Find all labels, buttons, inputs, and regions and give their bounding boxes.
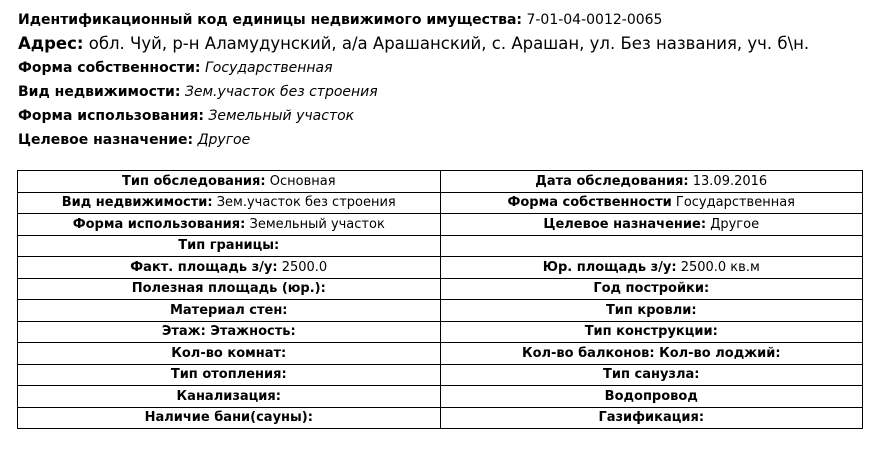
table-row (18, 364, 863, 386)
table-cell (440, 235, 863, 257)
cell-label: Вид недвижимости: (61, 195, 213, 211)
table-row (18, 235, 863, 257)
table-cell (440, 171, 863, 193)
id-code-value: 7-01-04-0012-0065 (526, 12, 663, 28)
id-code-label: Идентификационный код единицы недвижимого имущества: (18, 12, 522, 28)
cell-label: Юр. площадь з/у: (542, 259, 677, 275)
table-cell (440, 192, 863, 214)
table-cell (440, 364, 863, 386)
table-cell (18, 171, 441, 193)
property-header (18, 8, 873, 152)
table-cell (18, 192, 441, 214)
cell-label: Кол-во комнат: (171, 345, 287, 361)
cell-label: Тип кровли: (605, 302, 697, 318)
cell-label: Тип обследования: (121, 173, 266, 189)
cell-label: Полезная площадь (юр.): (131, 281, 326, 297)
ownership-value: Государственная (205, 60, 333, 76)
table-cell (440, 300, 863, 322)
purpose-line (18, 128, 873, 152)
cell-label: Наличие бани(сауны): (144, 410, 313, 426)
table-cell (18, 386, 441, 408)
table-cell (18, 364, 441, 386)
cell-value: Другое (710, 216, 760, 232)
cell-value: Государственная (675, 195, 796, 211)
table-cell (18, 214, 441, 236)
usage-value: Земельный участок (208, 108, 355, 124)
ownership-label: Форма собственности: (18, 60, 201, 76)
table-cell (440, 278, 863, 300)
ownership-line (18, 56, 873, 80)
table-cell (440, 343, 863, 365)
table-cell (18, 257, 441, 279)
cell-label: Тип санузла: (603, 367, 700, 383)
cell-label: Этаж: Этажность: (161, 324, 296, 340)
cell-label: Водопровод (604, 388, 698, 404)
cell-value: Земельный участок (249, 216, 385, 232)
cell-label: Форма использования: (72, 216, 246, 232)
cell-label: Тип отопления: (170, 367, 287, 383)
property-type-line (18, 80, 873, 104)
table-cell (440, 407, 863, 429)
table-cell (18, 407, 441, 429)
cell-label: Тип границы: (178, 238, 280, 254)
table-row (18, 407, 863, 429)
cell-value: 2500.0 кв.м (680, 259, 760, 275)
table-cell (18, 321, 441, 343)
usage-label: Форма использования: (18, 108, 204, 124)
cell-label: Факт. площадь з/у: (130, 259, 278, 275)
property-type-label: Вид недвижимости: (18, 84, 181, 100)
table-row (18, 343, 863, 365)
table-cell (440, 257, 863, 279)
table-row (18, 257, 863, 279)
cell-value: Зем.участок без строения (216, 195, 396, 211)
cell-label: Канализация: (176, 388, 281, 404)
cell-label: Год постройки: (593, 281, 710, 297)
cell-label: Форма собственности (507, 195, 672, 211)
address-value: обл. Чуй, р-н Аламудунский, а/а Арашанский, с. Арашан, ул. Без названия, уч. б\н. (88, 34, 810, 53)
address-label: Адрес: (18, 34, 84, 53)
table-cell (18, 278, 441, 300)
table-row (18, 214, 863, 236)
table-row (18, 192, 863, 214)
purpose-value: Другое (197, 132, 251, 148)
cell-label: Дата обследования: (535, 173, 689, 189)
survey-table (17, 170, 863, 429)
table-cell (440, 386, 863, 408)
cell-label: Кол-во балконов: Кол-во лоджий: (521, 345, 781, 361)
table-cell (18, 343, 441, 365)
table-cell (18, 300, 441, 322)
cell-label: Тип конструкции: (584, 324, 718, 340)
table-cell (440, 321, 863, 343)
table-row (18, 386, 863, 408)
table-row (18, 171, 863, 193)
cell-value: Основная (269, 173, 336, 189)
property-type-value: Зем.участок без строения (184, 84, 378, 100)
cell-label: Материал стен: (169, 302, 288, 318)
cell-label: Газификация: (598, 410, 705, 426)
cell-value: 2500.0 (281, 259, 328, 275)
cell-label: Целевое назначение: (543, 216, 707, 232)
table-cell (440, 214, 863, 236)
table-row (18, 321, 863, 343)
cell-value: 13.09.2016 (692, 173, 768, 189)
address-line (18, 32, 873, 56)
table-row (18, 278, 863, 300)
usage-line (18, 104, 873, 128)
table-row (18, 300, 863, 322)
table-cell (18, 235, 441, 257)
id-code-line (18, 8, 873, 32)
purpose-label: Целевое назначение: (18, 132, 194, 148)
